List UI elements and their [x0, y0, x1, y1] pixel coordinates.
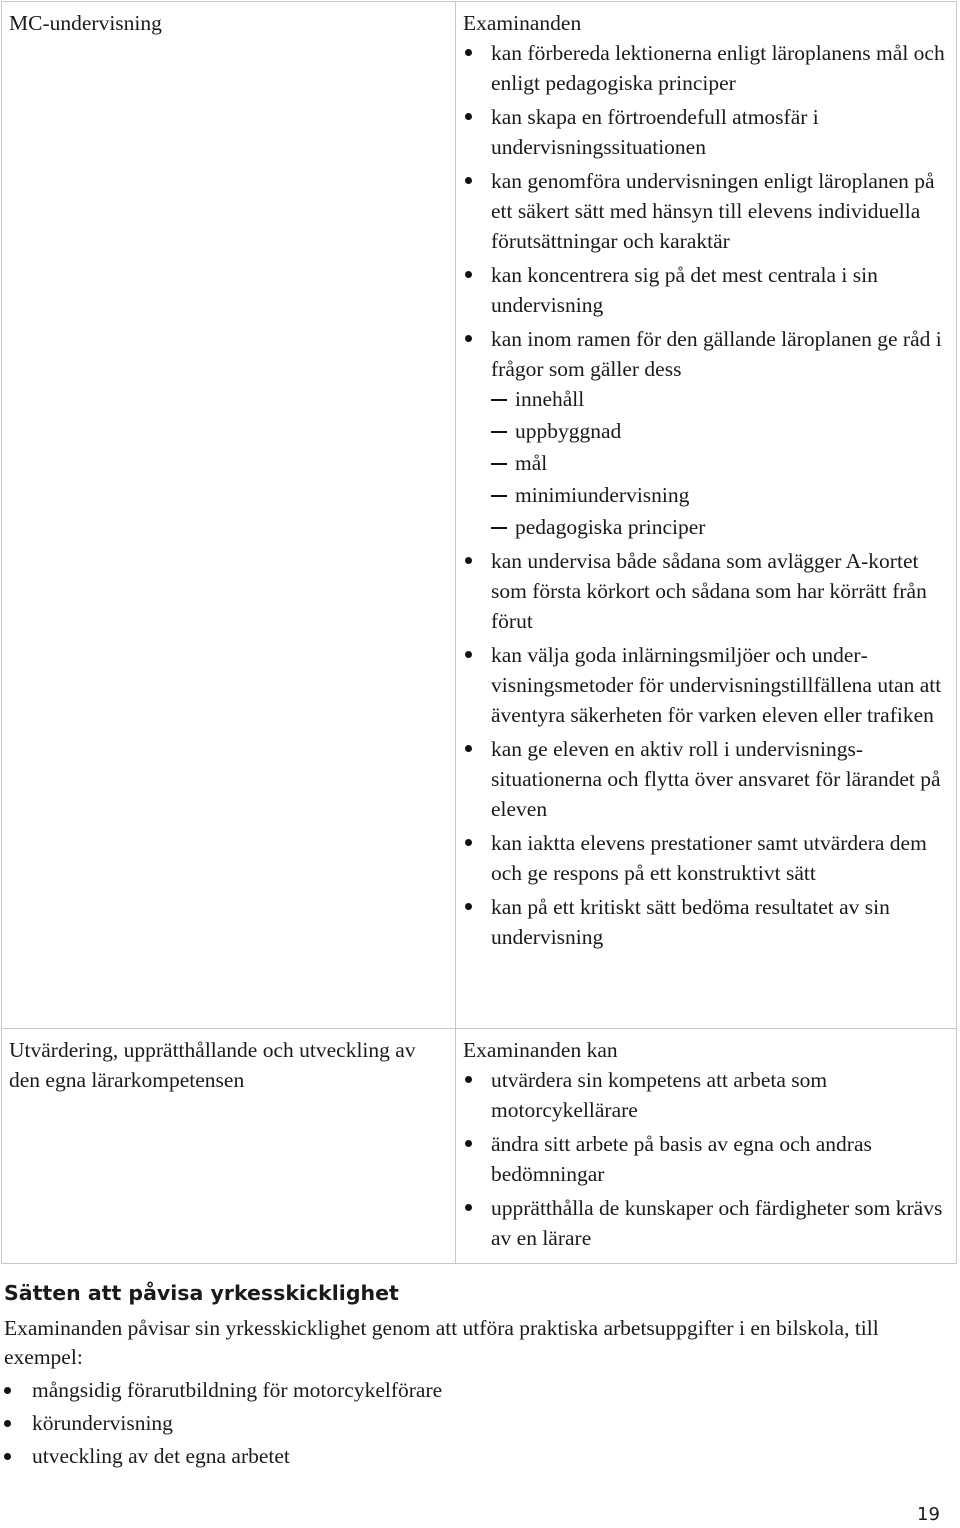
criteria-list [463, 1065, 950, 1253]
row-label: MC-undervisning [9, 11, 162, 35]
sub-list-item: minimiundervisning [491, 480, 950, 510]
list-item [463, 38, 950, 98]
table-row [2, 2, 957, 1029]
row-label: Utvärdering, upprätthållande och utveckling av den egna lärarkompetensen [9, 1038, 416, 1092]
list-item: mångsidig förarutbildning för motorcykelförare [4, 1376, 934, 1405]
list-item-text: kan skapa en förtroendefull atmosfär i undervisningssituationen [491, 105, 819, 159]
list-item-text: upprätthålla de kunskaper och färdigheter som krävs av en lärare [491, 1196, 943, 1250]
list-item [463, 260, 950, 320]
list-item [463, 546, 950, 636]
list-item-text: kan undervisa både sådana som avlägger A-kortet som första körkort och sådana som har körrätt från förut [491, 549, 927, 633]
list-item [463, 828, 950, 888]
row-label-cell [2, 2, 456, 1029]
row-label-cell [2, 1029, 456, 1264]
sub-list-item: uppbyggnad [491, 416, 950, 446]
list-item-text: kan iaktta elevens prestationer samt utvärdera dem och ge respons på ett konstruktivt sätt [491, 831, 927, 885]
list-item [463, 324, 950, 542]
row-content-cell [456, 2, 957, 1029]
sub-list-item: pedagogiska principer [491, 512, 950, 542]
list-item-text: kan förbereda lektionerna enligt läroplanens mål och enligt pedagogiska principer [491, 41, 945, 95]
list-item [463, 166, 950, 256]
list-item-text: kan genomföra undervisningen enligt läroplanen på ett säkert sätt med hänsyn till elevens individuella förutsättningar och karaktär [491, 169, 935, 253]
sub-list-item: innehåll [491, 384, 950, 414]
list-item [463, 1065, 950, 1125]
section-intro: Examinanden påvisar sin yrkesskicklighet genom att utföra praktiska arbetsuppgifter i en bilskola, till exempel: [4, 1316, 879, 1369]
row-heading: Examinanden kan [463, 1038, 618, 1062]
list-item: utveckling av det egna arbetet [4, 1442, 934, 1471]
list-item [463, 1129, 950, 1189]
list-item [463, 102, 950, 162]
list-item-text: kan ge eleven en aktiv roll i undervisningssituationerna och flytta över ansvaret för lärandet på eleven [491, 737, 941, 821]
page-number: 19 [917, 1504, 940, 1525]
table-row [2, 1029, 957, 1264]
list-item-text: kan inom ramen för den gällande läroplanen ge råd i frågor som gäller dess [491, 327, 942, 381]
competence-table [1, 1, 957, 1264]
list-item [463, 734, 950, 824]
example-list [4, 1376, 934, 1471]
criteria-list [463, 38, 950, 952]
list-item: körundervisning [4, 1409, 934, 1438]
list-item-text: kan på ett kritiskt sätt bedöma resultatet av sin undervisning [491, 895, 890, 949]
sub-list [491, 384, 950, 542]
demonstration-section [4, 1276, 934, 1475]
list-item [463, 640, 950, 730]
list-item [463, 1193, 950, 1253]
section-heading: Sätten att påvisa yrkesskicklighet [4, 1281, 399, 1305]
list-item-text: kan koncentrera sig på det mest centrala i sin undervisning [491, 263, 878, 317]
list-item [463, 892, 950, 952]
list-item-text: ändra sitt arbete på basis av egna och andras bedömningar [491, 1132, 872, 1186]
row-heading: Examinanden [463, 11, 582, 35]
list-item-text: kan välja goda inlärningsmiljöer och undervisningsmetoder för undervisningstillfällena utan att äventyra säkerheten för varken eleven eller trafiken [491, 643, 942, 727]
row-content-cell [456, 1029, 957, 1264]
list-item-text: utvärdera sin kompetens att arbeta som motorcykellärare [491, 1068, 828, 1122]
sub-list-item: mål [491, 448, 950, 478]
